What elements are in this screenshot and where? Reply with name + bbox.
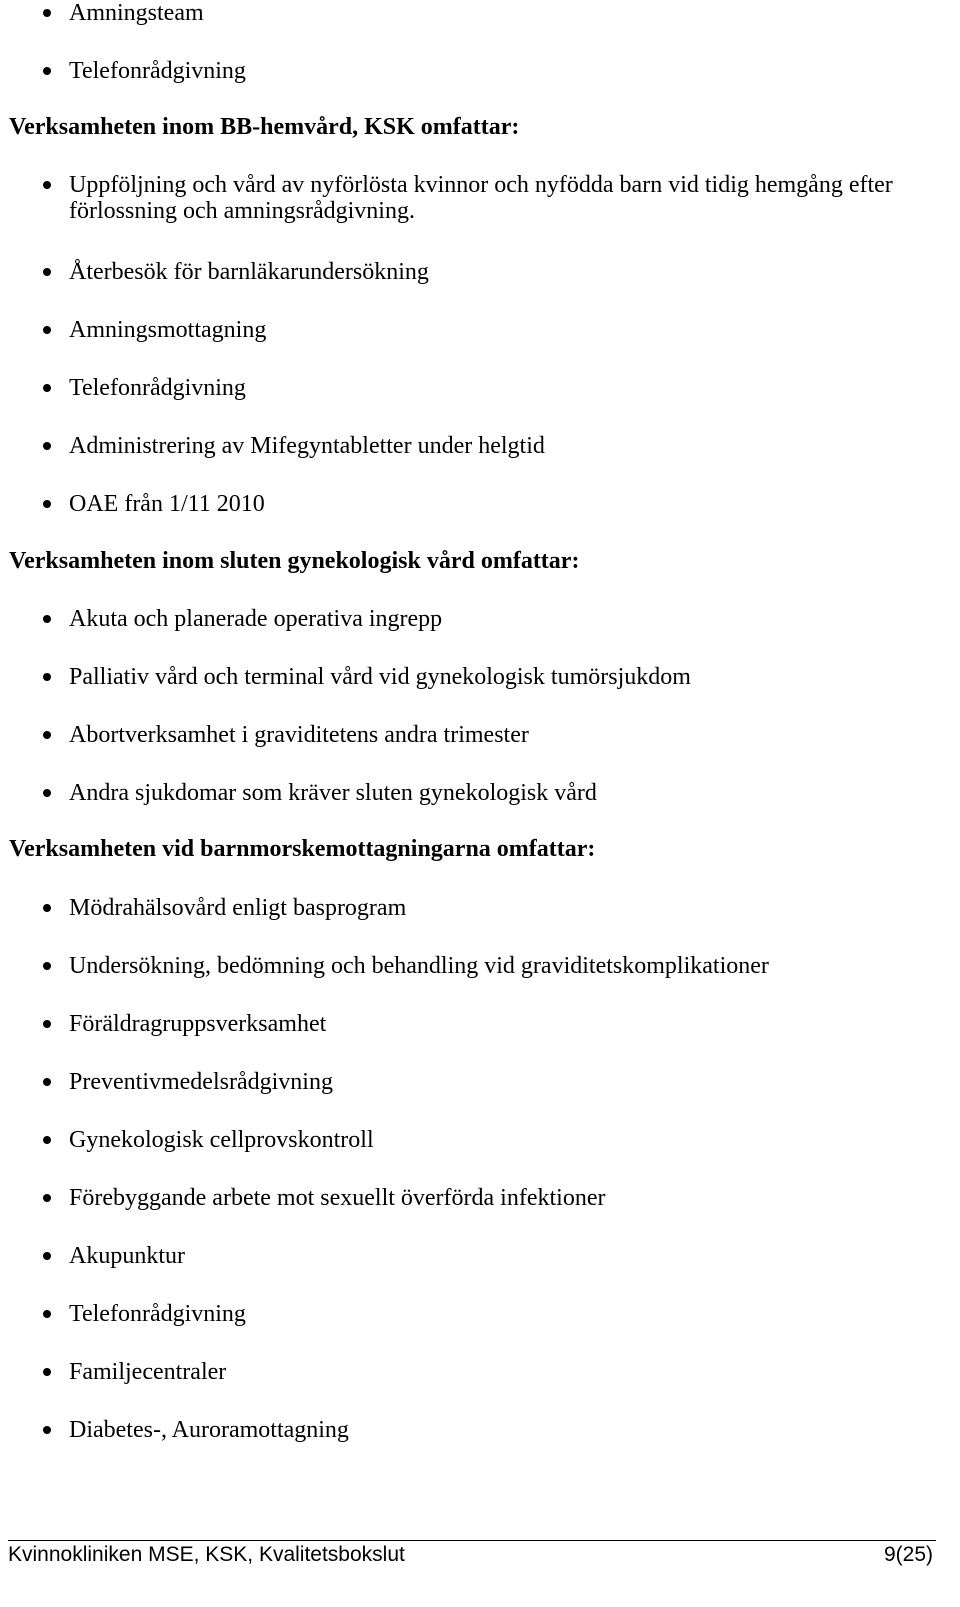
footer-document-title: Kvinnokliniken MSE, KSK, Kvalitetsbokslut: [8, 1543, 405, 1566]
bullet-icon: [43, 673, 51, 681]
bullet-icon: [43, 326, 51, 334]
list-item: Andra sjukdomar som kräver sluten gynekologisk vård: [69, 780, 597, 806]
bullet-icon: [43, 1020, 51, 1028]
bullet-icon: [43, 962, 51, 970]
section-heading-barnmorskemottagningarna: Verksamheten vid barnmorskemottagningarna omfattar:: [9, 836, 596, 862]
list-item: Telefonrådgivning: [69, 58, 246, 84]
list-item: Undersökning, bedömning och behandling vid graviditetskomplikationer: [69, 953, 769, 979]
list-item: Amningsteam: [69, 0, 204, 26]
bullet-icon: [43, 9, 51, 17]
section-heading-bb-hemvard: Verksamheten inom BB-hemvård, KSK omfattar:: [9, 114, 520, 140]
bullet-icon: [43, 1310, 51, 1318]
list-item: Akupunktur: [69, 1243, 185, 1269]
bullet-icon: [43, 615, 51, 623]
list-item: OAE från 1/11 2010: [69, 491, 265, 517]
list-item: Administrering av Mifegyntabletter under helgtid: [69, 433, 545, 459]
list-item: Telefonrådgivning: [69, 375, 246, 401]
bullet-icon: [43, 731, 51, 739]
list-item: Gynekologisk cellprovskontroll: [69, 1127, 374, 1153]
bullet-icon: [43, 181, 51, 189]
bullet-icon: [43, 1194, 51, 1202]
list-item: Akuta och planerade operativa ingrepp: [69, 606, 443, 632]
bullet-icon: [43, 384, 51, 392]
list-item: Återbesök för barnläkarundersökning: [69, 259, 429, 285]
list-item: Förebyggande arbete mot sexuellt överförda infektioner: [69, 1185, 606, 1211]
bullet-icon: [43, 789, 51, 797]
footer-divider: [8, 1540, 936, 1541]
section-heading-sluten-gynekologisk-vard: Verksamheten inom sluten gynekologisk vård omfattar:: [9, 548, 580, 574]
bullet-icon: [43, 1078, 51, 1086]
bullet-icon: [43, 1136, 51, 1144]
list-item: Familjecentraler: [69, 1359, 227, 1385]
list-item: Amningsmottagning: [69, 317, 267, 343]
footer-page-number: 9(25): [883, 1543, 933, 1566]
bullet-icon: [43, 268, 51, 276]
list-item: Diabetes-, Auroramottagning: [69, 1417, 349, 1443]
bullet-icon: [43, 904, 51, 912]
bullet-icon: [43, 442, 51, 450]
bullet-icon: [43, 1368, 51, 1376]
list-item: Palliativ vård och terminal vård vid gynekologisk tumörsjukdom: [69, 664, 691, 690]
bullet-icon: [43, 1252, 51, 1260]
bullet-icon: [43, 67, 51, 75]
list-item: Preventivmedelsrådgivning: [69, 1069, 333, 1095]
list-item: Telefonrådgivning: [69, 1301, 246, 1327]
list-item: Mödrahälsovård enligt basprogram: [69, 895, 407, 921]
bullet-icon: [43, 1426, 51, 1434]
list-item: Uppföljning och vård av nyförlösta kvinnor och nyfödda barn vid tidig hemgång efter förlossning och amningsrådgivning.: [69, 172, 893, 224]
list-item: Abortverksamhet i graviditetens andra trimester: [69, 722, 529, 748]
bullet-icon: [43, 500, 51, 508]
list-item: Föräldragruppsverksamhet: [69, 1011, 327, 1037]
